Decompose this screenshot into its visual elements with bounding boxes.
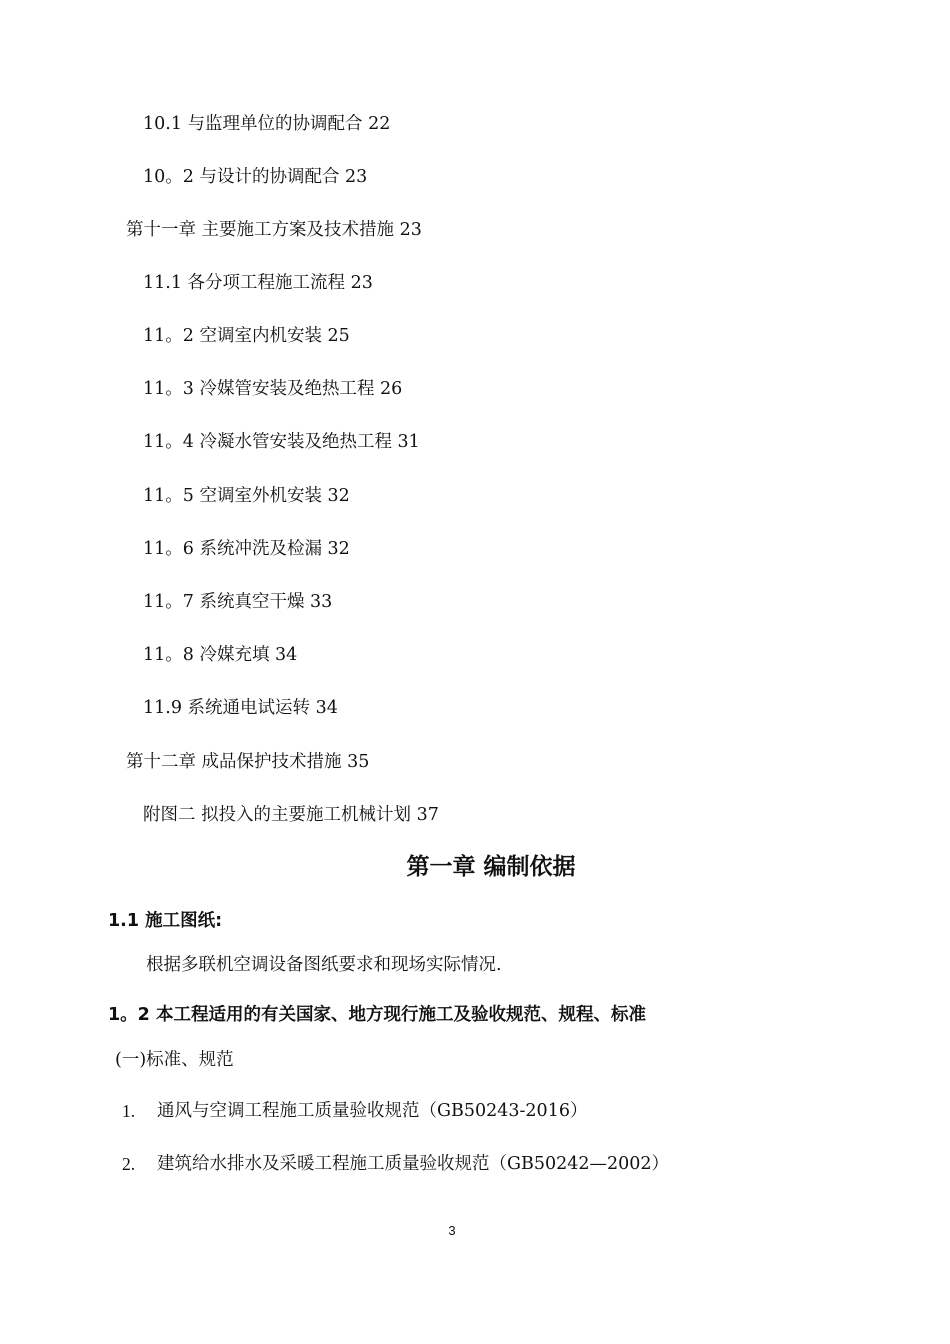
toc-item[interactable]: 11。5 空调室外机安装 32 — [143, 486, 350, 506]
list-number: 2. — [122, 1154, 136, 1174]
toc-item[interactable]: 第十二章 成品保护技术措施 35 — [126, 752, 370, 772]
toc-item[interactable]: 11。8 冷媒充填 34 — [143, 645, 298, 665]
toc-item[interactable]: 10.1 与监理单位的协调配合 22 — [143, 114, 391, 134]
chapter-title: 第一章 编制依据 — [406, 854, 576, 880]
page-number: 3 — [448, 1223, 456, 1238]
toc-item[interactable]: 11。3 冷媒管安装及绝热工程 26 — [143, 379, 403, 399]
toc-item[interactable]: 11。7 系统真空干燥 33 — [143, 592, 333, 612]
section-heading: 1.1 施工图纸: — [108, 911, 223, 931]
toc-item[interactable]: 11.9 系统通电试运转 34 — [143, 698, 338, 718]
toc-item[interactable]: 11。6 系统冲洗及检漏 32 — [143, 539, 350, 559]
list-number: 1. — [122, 1101, 136, 1121]
subsection-label: (一)标准、规范 — [115, 1050, 234, 1070]
toc-item[interactable]: 11。4 冷凝水管安装及绝热工程 31 — [143, 432, 420, 452]
toc-item[interactable]: 10。2 与设计的协调配合 23 — [143, 167, 368, 187]
list-item: 建筑给水排水及采暖工程施工质量验收规范（GB50242—2002） — [157, 1154, 670, 1174]
section-heading: 1。2 本工程适用的有关国家、地方现行施工及验收规范、规程、标准 — [108, 1005, 646, 1025]
toc-item[interactable]: 第十一章 主要施工方案及技术措施 23 — [126, 220, 422, 240]
toc-item[interactable]: 11.1 各分项工程施工流程 23 — [143, 273, 373, 293]
list-item: 通风与空调工程施工质量验收规范（GB50243-2016） — [157, 1101, 588, 1121]
toc-item[interactable]: 11。2 空调室内机安装 25 — [143, 326, 350, 346]
toc-item[interactable]: 附图二 拟投入的主要施工机械计划 37 — [143, 805, 439, 825]
body-paragraph: 根据多联机空调设备图纸要求和现场实际情况. — [146, 955, 502, 975]
